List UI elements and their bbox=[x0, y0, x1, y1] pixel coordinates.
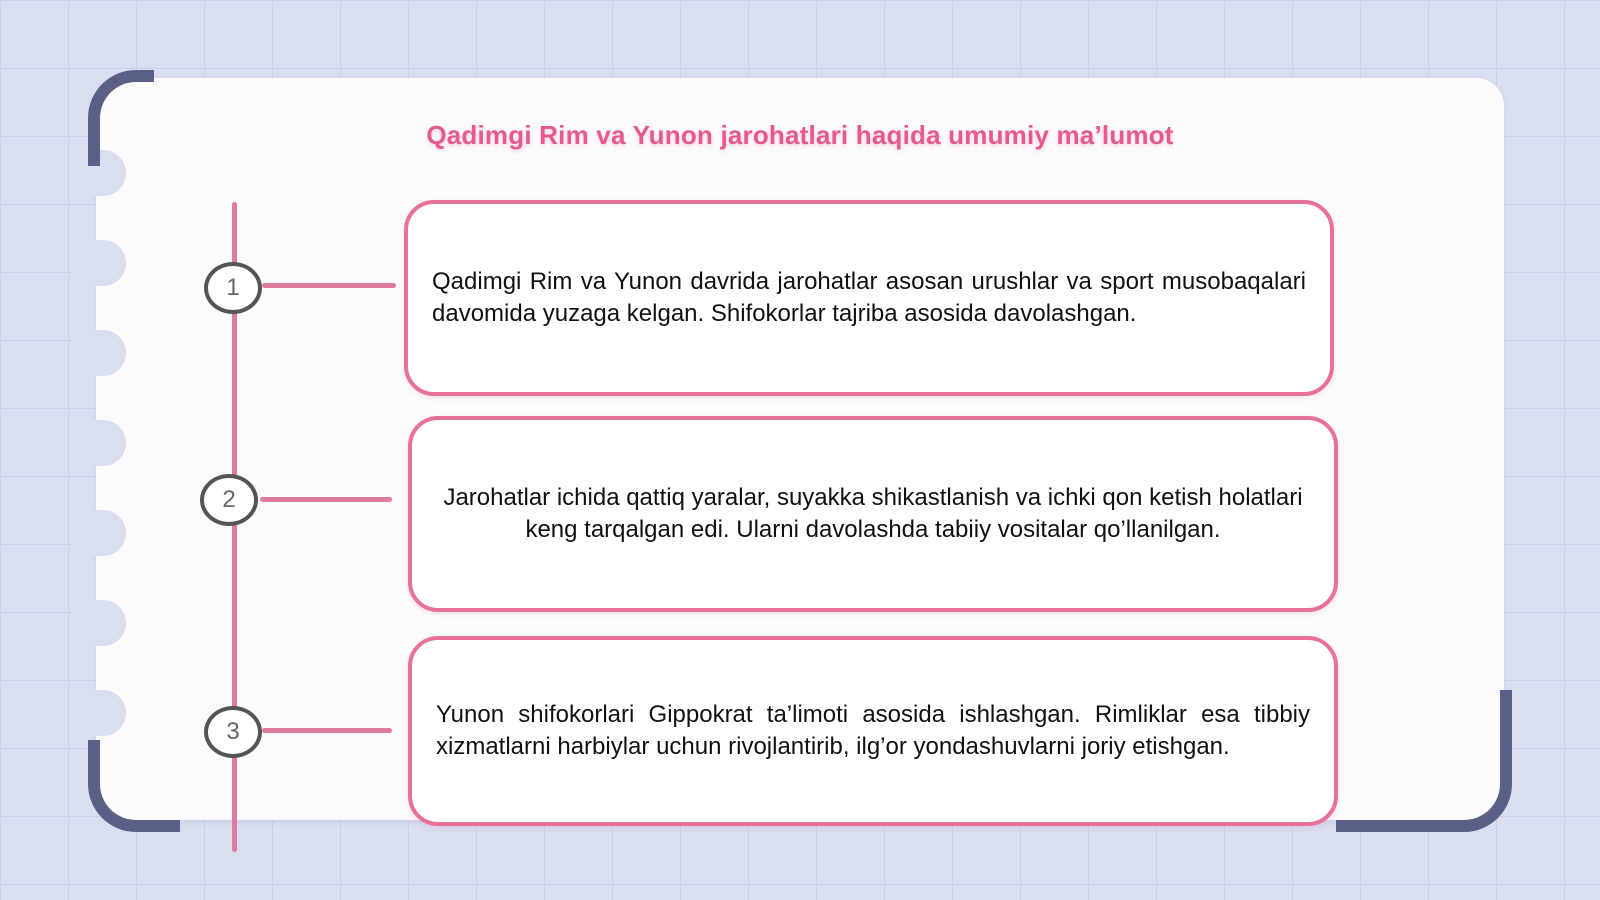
paper-notch bbox=[74, 330, 126, 376]
timeline-card-3 bbox=[408, 636, 1338, 826]
slide-title: Qadimgi Rim va Yunon jarohatlari haqida umumiy ma’lumot bbox=[426, 120, 1174, 150]
timeline-card-text: Yunon shifokorlari Gippokrat ta’limoti asosida ishlashgan. Rimliklar esa tibbiy xizmatlarni harbiylar uchun rivojlantirib, ilg’or yondashuvlarni joriy etishgan. bbox=[436, 701, 1310, 760]
timeline-connector bbox=[260, 497, 392, 502]
timeline-connector bbox=[262, 283, 396, 288]
paper-notch bbox=[74, 240, 126, 286]
timeline-card-text: Jarohatlar ichida qattiq yaralar, suyakka shikastlanish va ichki qon ketish holatlari keng tarqalgan edi. Ularni davolashda tabiiy vositalar qo’llanilgan. bbox=[443, 484, 1303, 543]
corner-bracket-bottom-right bbox=[1336, 690, 1512, 832]
step-number-3: 3 bbox=[204, 706, 262, 758]
paper-notch bbox=[74, 420, 126, 466]
paper-notch bbox=[74, 600, 126, 646]
paper-notch bbox=[74, 510, 126, 556]
timeline-card-2 bbox=[408, 416, 1338, 612]
corner-bracket-top-left bbox=[88, 70, 154, 166]
timeline-connector bbox=[262, 728, 392, 733]
step-number-2: 2 bbox=[200, 474, 258, 526]
step-number-1: 1 bbox=[204, 262, 262, 314]
timeline-card-1 bbox=[404, 200, 1334, 396]
timeline-card-text: Qadimgi Rim va Yunon davrida jarohatlar asosan urushlar va sport musobaqalari davomida yuzaga kelgan. Shifokorlar tajriba asosida davolashgan. bbox=[432, 268, 1306, 327]
paper-notch bbox=[74, 690, 126, 736]
corner-bracket-bottom-left bbox=[88, 740, 180, 832]
